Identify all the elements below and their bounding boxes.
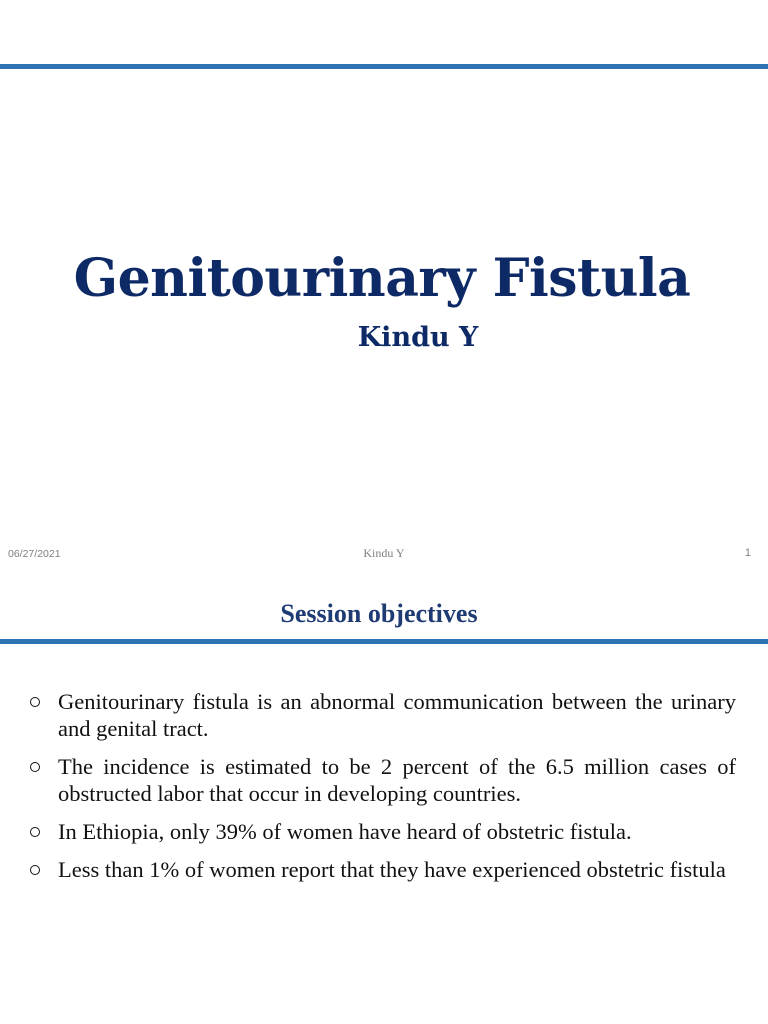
objectives-list <box>30 688 736 894</box>
footer-date: 06/27/2021 <box>8 548 61 560</box>
list-item-text: Genitourinary fistula is an abnormal communication between the urinary and genital tract. <box>58 689 736 741</box>
slide-title: Genitourinary Fistula <box>73 248 691 309</box>
objectives-title: Session objectives <box>280 599 478 628</box>
list-item <box>30 856 736 883</box>
objectives-slide <box>0 576 768 1024</box>
list-item-text: The incidence is estimated to be 2 percent of the 6.5 million cases of obstructed labor that occur in developing countries. <box>58 754 736 806</box>
hollow-circle-bullet-icon <box>30 865 40 875</box>
hollow-circle-bullet-icon <box>30 762 40 772</box>
footer-author: Kindu Y <box>363 546 405 560</box>
footer-page-number: 1 <box>744 547 751 559</box>
slide-subtitle-author: Kindu Y <box>357 322 479 353</box>
list-item <box>30 753 736 807</box>
header-rule <box>0 64 768 69</box>
hollow-circle-bullet-icon <box>30 697 40 707</box>
list-item-text: In Ethiopia, only 39% of women have heard of obstetric fistula. <box>58 819 632 844</box>
header-rule <box>0 639 768 644</box>
list-item <box>30 818 736 845</box>
list-item <box>30 688 736 742</box>
list-item-text: Less than 1% of women report that they have experienced obstetric fistula <box>58 857 726 882</box>
hollow-circle-bullet-icon <box>30 827 40 837</box>
